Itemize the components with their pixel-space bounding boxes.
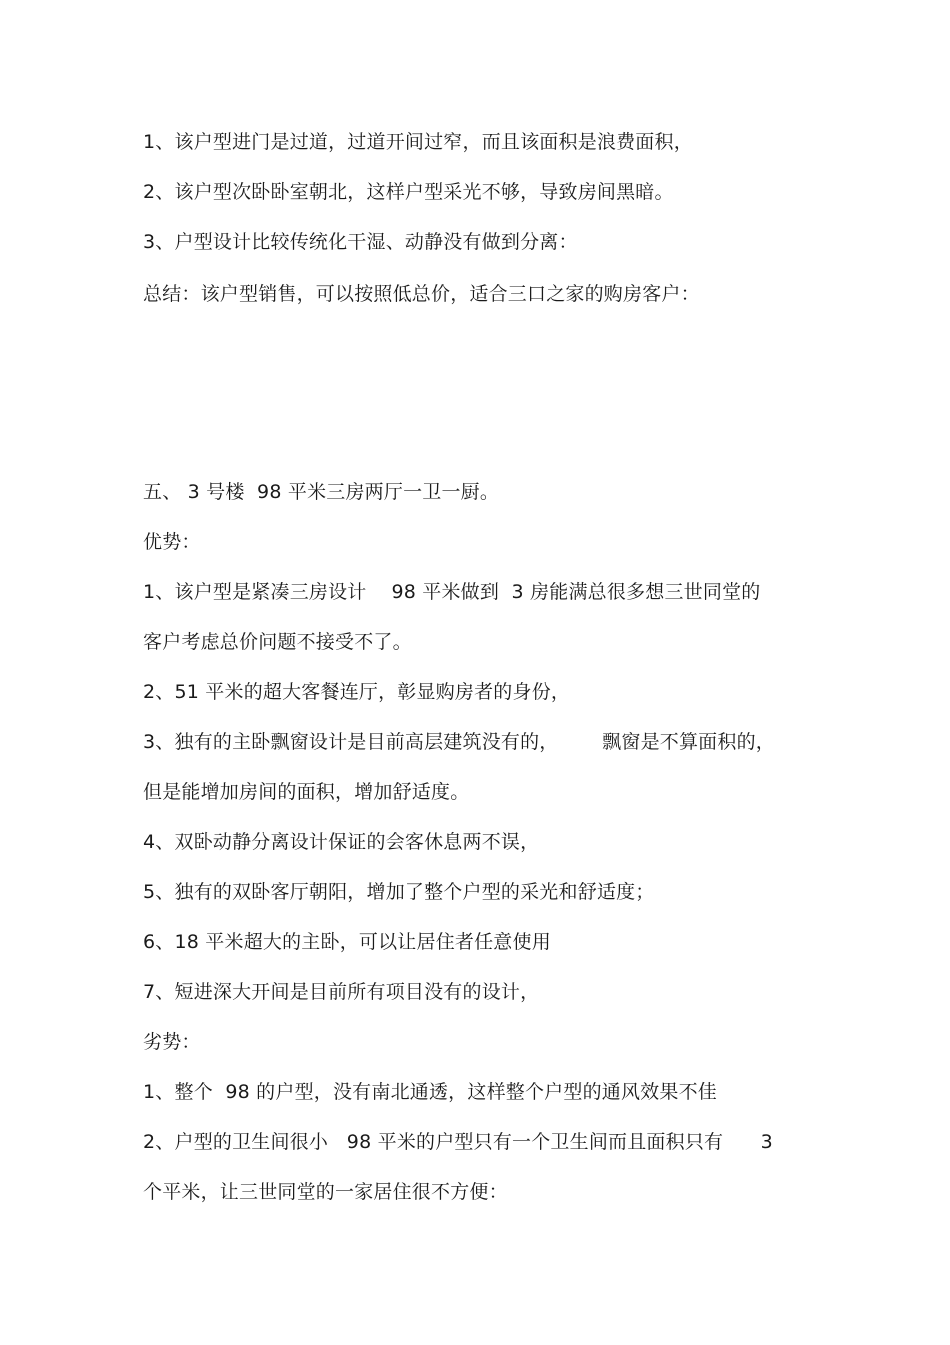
summary-line: 总结：该户型销售，可以按照低总价，适合三口之家的购房客户： xyxy=(143,283,700,305)
disadvantage-line: 2、户型的卫生间很小 98 平米的户型只有一个卫生间而且面积只有 3 xyxy=(143,1131,773,1153)
advantage-line: 6、18 平米超大的主卧，可以让居住者任意使用 xyxy=(143,931,551,953)
disadvantage-line: 1、整个 98 的户型，没有南北通透，这样整个户型的通风效果不佳 xyxy=(143,1081,717,1103)
advantage-line: 但是能增加房间的面积，增加舒适度。 xyxy=(143,781,470,803)
advantage-line: 客户考虑总价问题不接受不了。 xyxy=(143,631,412,653)
note-line-1: 1、该户型进门是过道，过道开间过窄，而且该面积是浪费面积， xyxy=(143,131,693,153)
advantage-line: 4、双卧动静分离设计保证的会客休息两不误， xyxy=(143,831,540,853)
disadvantages-label: 劣势： xyxy=(143,1031,201,1053)
note-line-3: 3、户型设计比较传统化干湿、动静没有做到分离： xyxy=(143,231,578,253)
advantage-line: 2、51 平米的超大客餐连厅，彰显购房者的身份， xyxy=(143,681,571,703)
advantage-line: 7、短进深大开间是目前所有项目没有的设计， xyxy=(143,981,540,1003)
disadvantage-line: 个平米，让三世同堂的一家居住很不方便： xyxy=(143,1181,508,1203)
advantages-label: 优势： xyxy=(143,531,201,553)
advantage-line: 1、该户型是紧凑三房设计 98 平米做到 3 房能满总很多想三世同堂的 xyxy=(143,581,761,603)
advantage-line: 5、独有的双卧客厅朝阳，增加了整个户型的采光和舒适度； xyxy=(143,881,655,903)
advantage-line: 3、独有的主卧飘窗设计是目前高层建筑没有的， 飘窗是不算面积的， xyxy=(143,731,775,753)
section-five-heading: 五、 3 号楼 98 平米三房两厅一卫一厨。 xyxy=(143,481,500,503)
note-line-2: 2、该户型次卧卧室朝北，这样户型采光不够，导致房间黑暗。 xyxy=(143,181,674,203)
